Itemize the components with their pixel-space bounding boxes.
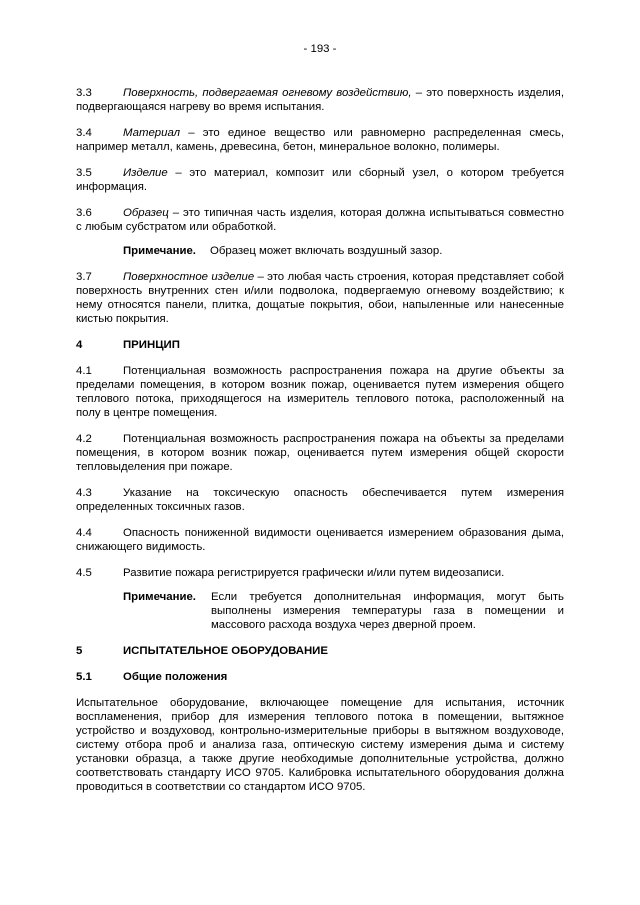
page-number: - 193 - [303,43,337,55]
section-title: ПРИНЦИП [123,339,180,351]
definition-text: – это поверхность изделия, подвергающаяся нагреву во время испытания. [76,87,564,113]
definition-3-6 [76,206,564,234]
defined-term: Поверхность, подвергаемая огневому воздействию, [123,87,412,99]
definition-text: – это типичная часть изделия, которая должна испытываться совместно с любым субстратом или обработкой. [76,207,564,233]
note-label: Примечание. [123,591,196,603]
clause-number: 4.2 [76,433,92,445]
clause-text: Указание на токсическую опасность обеспечивается путем измерения определенных токсичных газов. [76,487,564,513]
defined-term: Образец [123,207,169,219]
definition-3-4 [76,126,564,154]
defined-term: Поверхностное изделие [123,271,255,283]
clause-4-1 [76,364,564,420]
clause-number: 4.5 [76,567,92,579]
definition-text: – это любая часть строения, которая представляет собой поверхность внутренних стен и/или подволока, подвергаемую огневому воздействию; к нему относятся панели, плитка, дощатые покрытия, обои, напыленные или нанесенные кистью покрытия. [76,271,564,325]
note-3-6 [76,244,564,258]
section-number: 5 [76,645,83,657]
definition-3-7 [76,270,564,326]
definition-3-3 [76,86,564,114]
defined-term: Материал [123,127,181,139]
clause-number: 4.3 [76,487,92,499]
clause-number: 3.7 [76,271,92,283]
note-text: Образец может включать воздушный зазор. [209,245,443,257]
section-5-heading [76,644,564,658]
defined-term: Изделие [123,167,168,179]
clause-text: Потенциальная возможность распространения пожара на объекты за пределами помещения, в котором возник пожар, оценивается путем измерения общей скорости тепловыделения при пожаре. [76,433,564,473]
clause-number: 3.3 [76,87,92,99]
clause-number: 4.1 [76,365,92,377]
definition-text: – это единое вещество или равномерно распределенная смесь, например металл, камень, древесина, бетон, минеральное волокно, полимеры. [76,127,564,153]
note-label: Примечание. [123,245,196,257]
clause-number: 3.5 [76,167,92,179]
clause-number: 3.6 [76,207,92,219]
clause-4-2 [76,432,564,474]
subsection-title: Общие положения [123,671,228,683]
note-4-5 [76,590,564,632]
clause-text: Развитие пожара регистрируется графически и/или путем видеозаписи. [123,567,505,579]
clause-text: Потенциальная возможность распространения пожара на другие объекты за пределами помещения, в котором возник пожар, оценивается путем измерения общего теплового потока, приходящегося на измеритель теплового потока, расположенный на полу в центре помещения. [76,365,564,419]
page-content [76,86,564,794]
clause-4-4 [76,526,564,554]
section-number: 4 [76,339,83,351]
note-text: Если требуется дополнительная информация, могут быть выполнены измерения температуры газа в помещении и массового расхода воздуха через дверной проем. [210,591,564,631]
section-title: ИСПЫТАТЕЛЬНОЕ ОБОРУДОВАНИЕ [123,645,328,657]
clause-4-5 [76,566,564,580]
clause-number: 3.4 [76,127,92,139]
section-5-1-body: Испытательное оборудование, включающее помещение для испытания, источник воспламенения, прибор для измерения теплового потока в помещении, вытяжное устройство и воздуховод, контрольно-измерительные приборы в вытяжном воздуховоде, систему отбора проб и анализа газа, оптическую систему измерения дыма и систему установки образца, а также другие необходимые дополнительные устройства, должно соответствовать стандарту ИСО 9705. Калибровка испытательного оборудования должна проводиться в соответствии со стандартом ИСО 9705. [76,697,564,793]
subsection-number: 5.1 [76,671,92,683]
definition-text: – это материал, композит или сборный узел, о котором требуется информация. [76,167,564,193]
clause-4-3 [76,486,564,514]
subsection-5-1-heading [76,670,564,684]
definition-3-5 [76,166,564,194]
section-4-heading [76,338,564,352]
clause-number: 4.4 [76,527,92,539]
clause-text: Опасность пониженной видимости оценивается измерением образования дыма, снижающего видимость. [76,527,564,553]
